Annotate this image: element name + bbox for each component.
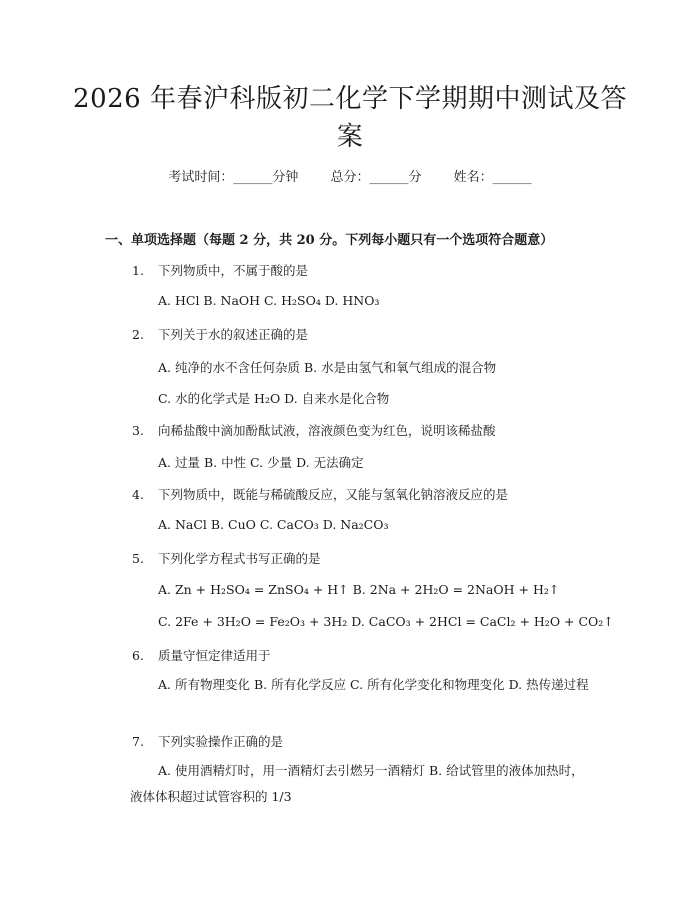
question-number: 5. xyxy=(132,551,144,566)
question-1-options: A. HCl B. NaOH C. H₂SO₄ D. HNO₃ xyxy=(158,293,380,308)
question-4-options: A. NaCl B. CuO C. CaCO₃ D. Na₂CO₃ xyxy=(158,517,389,532)
question-2-options-line-1: A. 纯净的水不含任何杂质 B. 水是由氢气和氧气组成的混合物 xyxy=(158,360,497,375)
question-text: 质量守恒定律适用于 xyxy=(158,648,271,663)
question-number: 1. xyxy=(132,263,144,278)
question-text: 下列关于水的叙述正确的是 xyxy=(158,327,309,342)
question-5 xyxy=(132,549,321,567)
question-number: 2. xyxy=(132,327,144,342)
total-score-field: 总分：______分 xyxy=(330,170,422,185)
exam-time-field: 考试时间：______分钟 xyxy=(168,170,299,185)
question-3 xyxy=(132,421,496,439)
question-2 xyxy=(132,325,308,343)
question-5-options-line-1: A. Zn + H₂SO₄ = ZnSO₄ + H↑ B. 2Na + 2H₂O = 2NaOH + H₂↑ xyxy=(158,582,560,597)
question-text: 下列实验操作正确的是 xyxy=(158,734,284,749)
question-2-options-line-2: C. 水的化学式是 H₂O D. 自来水是化合物 xyxy=(158,391,390,406)
question-5-options-line-2: C. 2Fe + 3H₂O = Fe₂O₃ + 3H₂ D. CaCO₃ + 2HCl = CaCl₂ + H₂O + CO₂↑ xyxy=(158,614,614,629)
section-heading: 一、单项选择题（每题 2 分，共 20 分。下列每小题只有一个选项符合题意） xyxy=(105,233,554,248)
question-4 xyxy=(132,485,508,503)
question-7-options: A. 使用酒精灯时，用一酒精灯去引燃另一酒精灯 B. 给试管里的液体加热时，液体体积超过试管容积的 1/3 xyxy=(130,763,584,804)
question-number: 4. xyxy=(132,487,144,502)
question-6-options: A. 所有物理变化 B. 所有化学反应 C. 所有化学变化和物理变化 D. 热传递过程 xyxy=(158,677,589,692)
page-title: 2026 年春沪科版初二化学下学期期中测试及答案 xyxy=(73,84,627,152)
question-number: 7. xyxy=(132,734,144,749)
question-1 xyxy=(132,261,308,279)
question-text: 向稀盐酸中滴加酚酞试液，溶液颜色变为红色，说明该稀盐酸 xyxy=(158,423,496,438)
question-7 xyxy=(132,732,283,750)
question-text: 下列物质中，既能与稀硫酸反应，又能与氢氧化钠溶液反应的是 xyxy=(158,487,509,502)
student-name-field: 姓名：______ xyxy=(453,170,532,185)
exam-info-line xyxy=(0,166,700,185)
question-number: 3. xyxy=(132,423,144,438)
question-3-options: A. 过量 B. 中性 C. 少量 D. 无法确定 xyxy=(158,455,364,470)
question-text: 下列物质中，不属于酸的是 xyxy=(158,263,309,278)
question-number: 6. xyxy=(132,648,144,663)
question-6 xyxy=(132,646,271,664)
question-text: 下列化学方程式书写正确的是 xyxy=(158,551,321,566)
